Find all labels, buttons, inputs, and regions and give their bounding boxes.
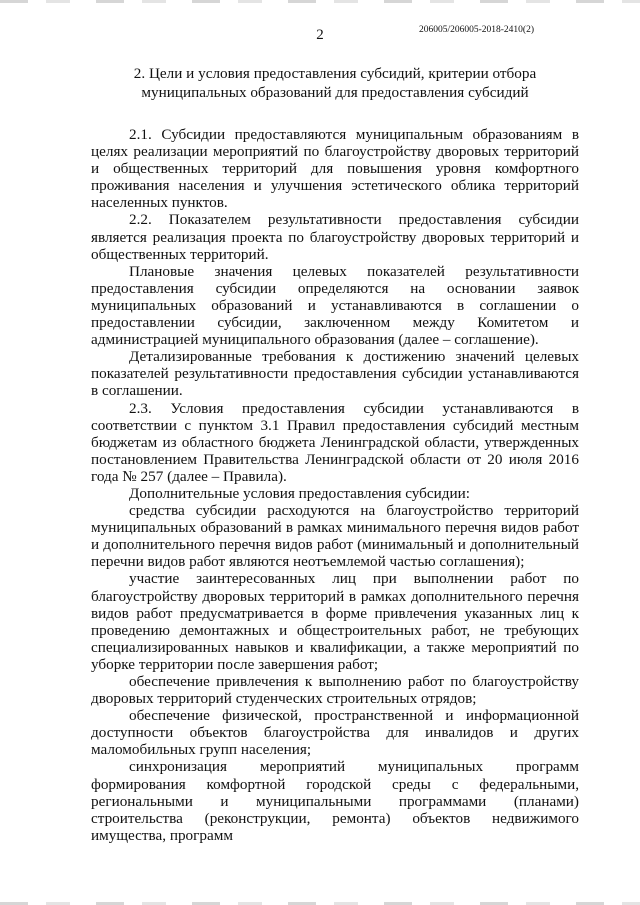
section-heading-line-2: муниципальных образований для предоставления субсидий bbox=[141, 84, 529, 101]
paragraph-planned-values: Плановые значения целевых показателей результативности предоставления субсидии определяются на основании заявок муниципальных образований и устанавливаются в соглашении о предоставлении субсидии, заключенном между Комитетом и администрацией муниципального образования (далее – соглашение). bbox=[91, 262, 579, 349]
list-item-accessibility: обеспечение физической, пространственной и информационной доступности объектов благоустройства для инвалидов и других маломобильных групп населения; bbox=[91, 707, 579, 759]
paragraph-2-3: 2.3. Условия предоставления субсидии устанавливаются в соответствии с пунктом 3.1 Правил предоставления субсидий местным бюджетам из областного бюджета Ленинградской области, утвержденных постановлением Правительства Ленинградской области от 20 июля 2016 года № 257 (далее – Правила). bbox=[91, 399, 579, 485]
paragraph-detailed-requirements: Детализированные требования к достижению значений целевых показателей результативности предоставления субсидии устанавливаются в соглашении. bbox=[91, 348, 579, 400]
list-item-synchronization: синхронизация мероприятий муниципальных программ формирования комфортной городской среды с федеральными, региональными и муниципальными программами (планами) строительства (реконструкции, ремонта) объектов недвижимого имущества, программ bbox=[91, 758, 579, 844]
document-body bbox=[91, 64, 579, 844]
page-number: 2 bbox=[316, 27, 324, 43]
list-item-student-teams: обеспечение привлечения к выполнению работ по благоустройству дворовых территорий студенческих строительных отрядов; bbox=[91, 673, 579, 708]
scan-edge-top bbox=[0, 0, 640, 3]
paragraph-2-2: 2.2. Показателем результативности предоставления субсидии является реализация проекта по благоустройству дворовых территорий и общественных территорий. bbox=[91, 211, 579, 263]
list-item-stakeholder-participation: участие заинтересованных лиц при выполнении работ по благоустройству дворовых территорий в рамках дополнительного перечня видов работ предусматривается в форме привлечения указанных лиц к проведению демонтажных и общестроительных работ, не требующих специализированных навыков и квалификации, а также мероприятий по уборке территории после завершения работ; bbox=[91, 570, 579, 673]
paragraph-additional-conditions: Дополнительные условия предоставления субсидии: bbox=[129, 484, 470, 502]
section-heading-line-1: 2. Цели и условия предоставления субсидий, критерии отбора bbox=[133, 65, 537, 82]
section-heading bbox=[91, 64, 579, 102]
document-id: 206005/206005-2018-2410(2) bbox=[418, 25, 534, 35]
list-item-subsidy-funds: средства субсидии расходуются на благоустройство территорий муниципальных образований в рамках минимального перечня видов работ и дополнительного перечня видов работ (минимальный и дополнительный перечни видов работ являются неотъемлемой частью соглашения); bbox=[91, 502, 579, 571]
paragraph-2-1: 2.1. Субсидии предоставляются муниципальным образованиям в целях реализации мероприятий по благоустройству дворовых территорий и общественных территорий для повышения уровня комфортного проживания населения и улучшения эстетического облика территорий населенных пунктов. bbox=[91, 126, 579, 212]
